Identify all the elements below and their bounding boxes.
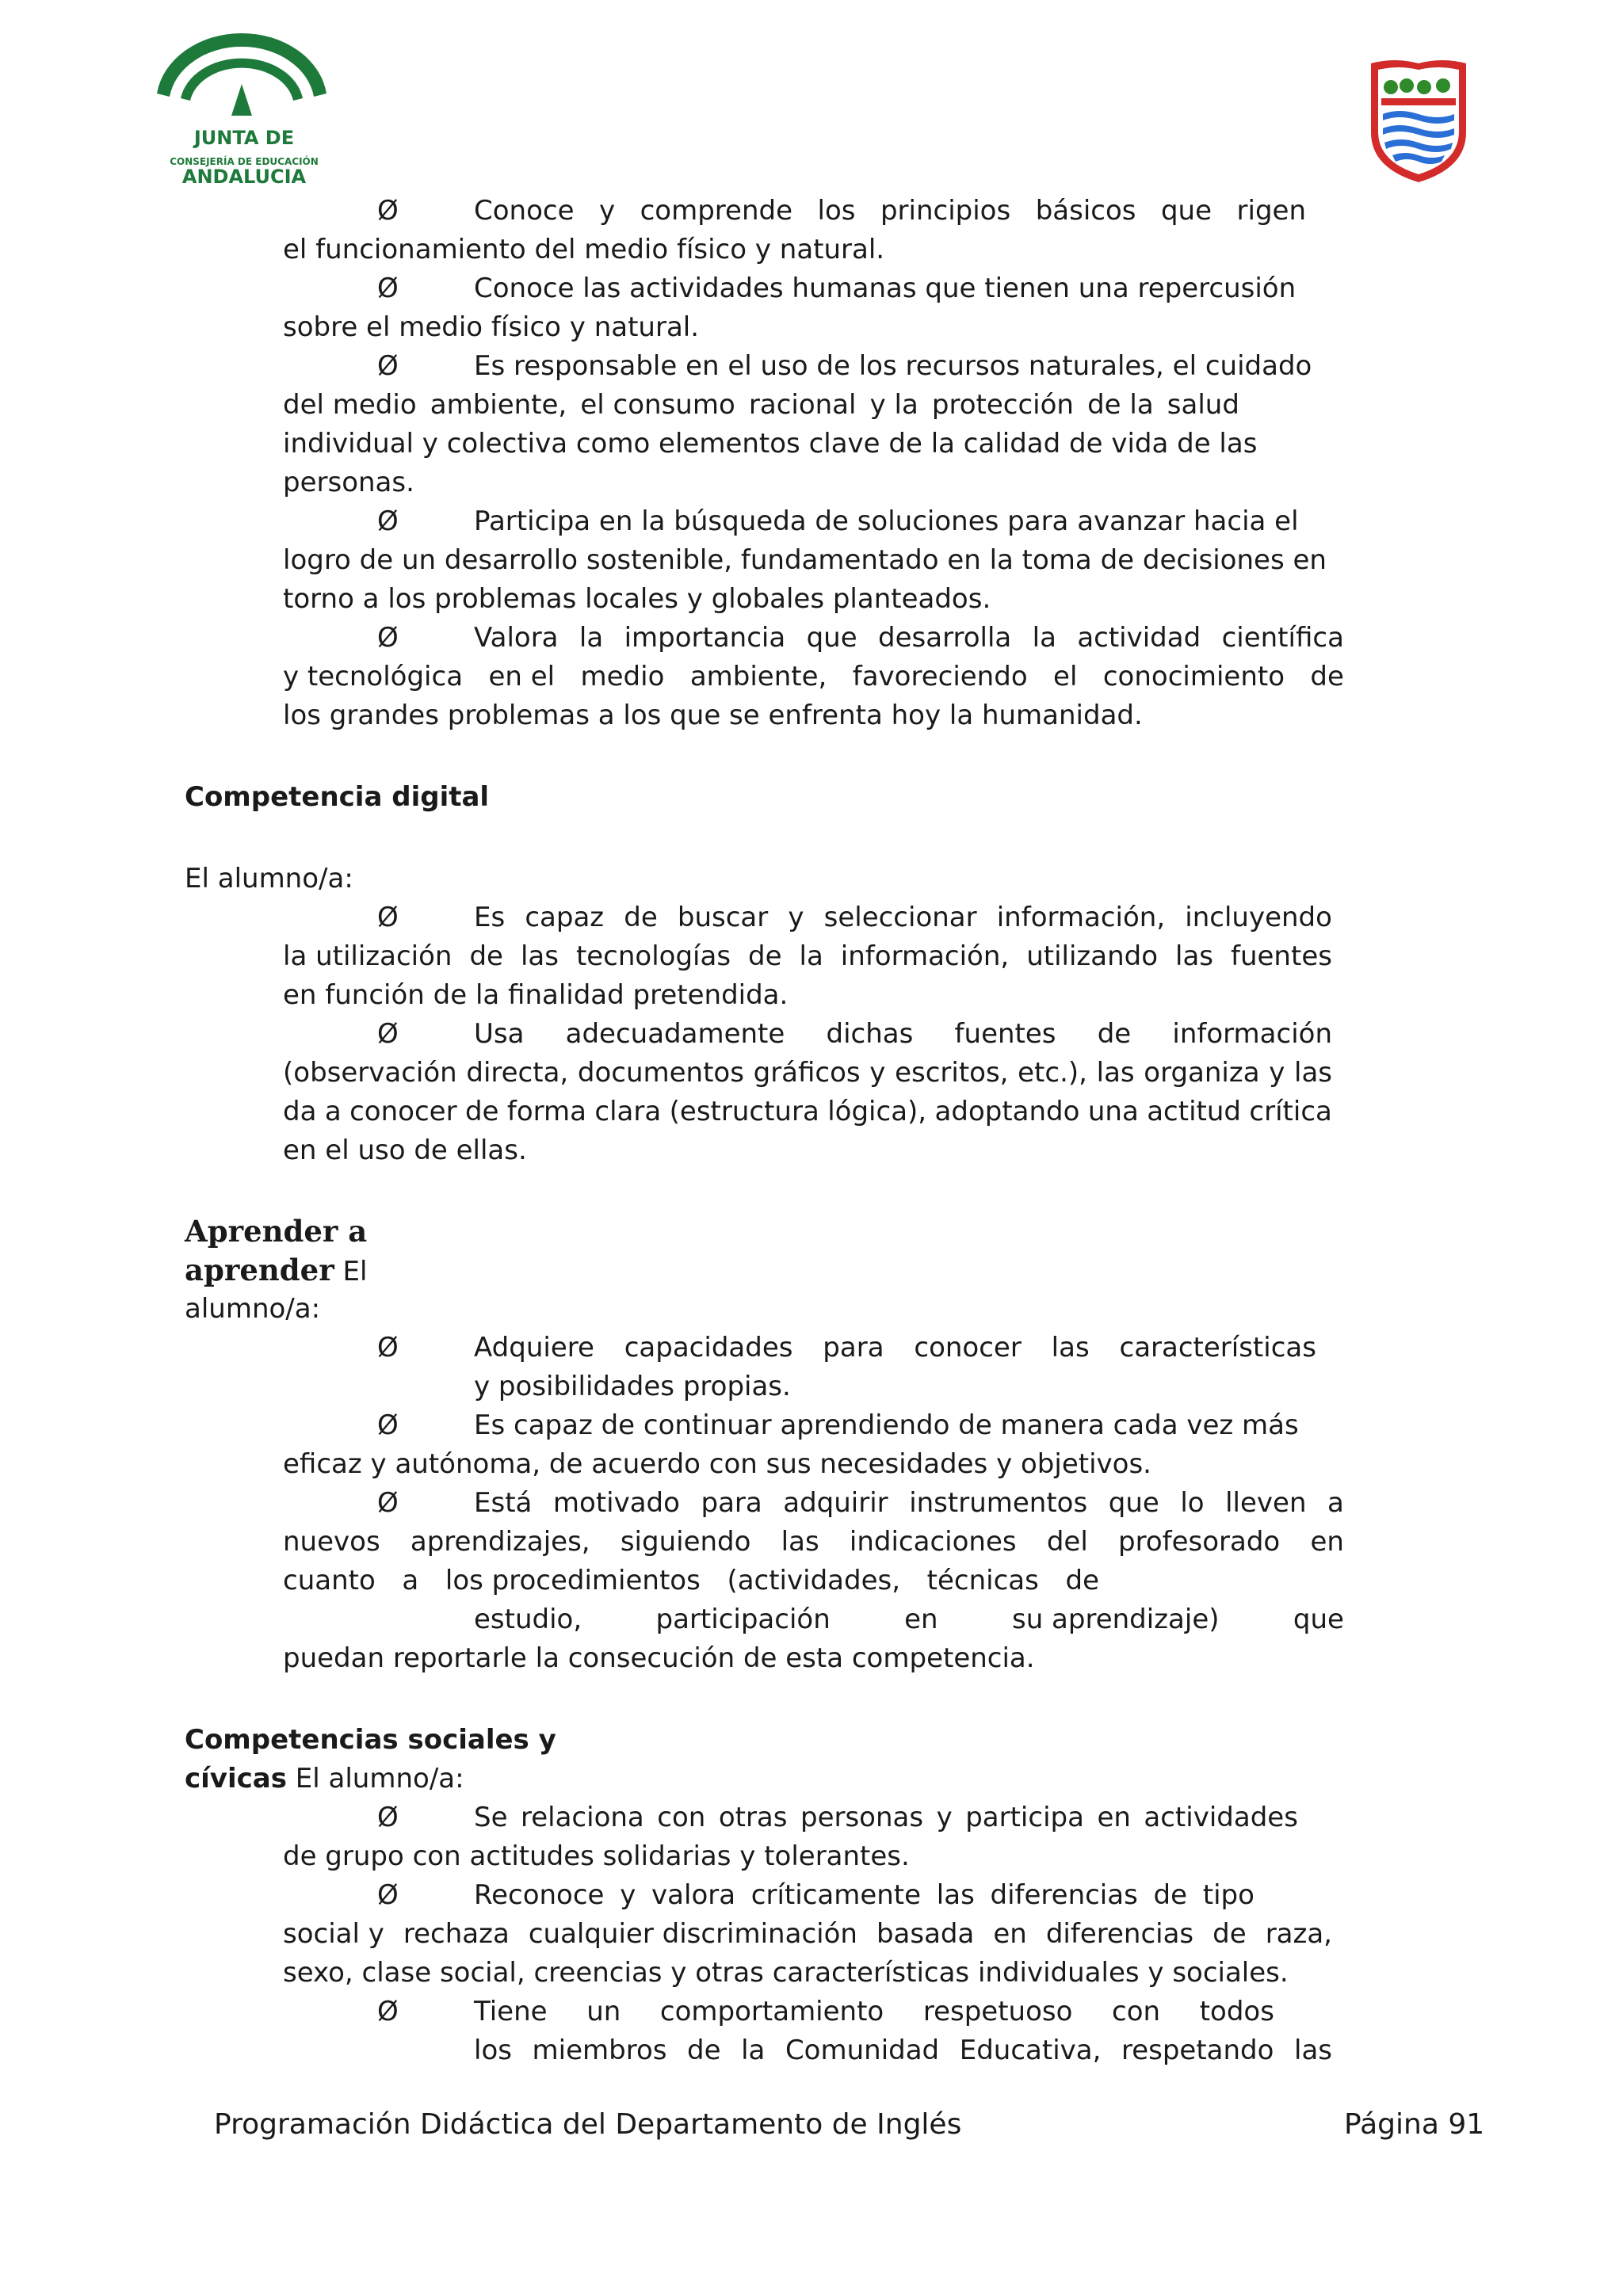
bullet-icon: Ø (377, 1879, 399, 1911)
section-heading-sociales-line2 (185, 1760, 464, 1798)
word: fuentes (1231, 940, 1332, 972)
word: y (869, 1057, 886, 1089)
word: la (579, 622, 604, 654)
word: racional (748, 389, 857, 421)
s3-b3-line1 (474, 1484, 1344, 1523)
s2-b2-line4: en el uso de ellas. (283, 1135, 527, 1166)
word: rechaza (403, 1918, 510, 1950)
section-heading-aprender-a: Aprender a (185, 1214, 368, 1249)
s3-b3-line2 (283, 1523, 1344, 1562)
bullet-icon: Ø (377, 1487, 399, 1519)
word: aprendizajes, (410, 1526, 590, 1558)
word: de (1153, 1879, 1188, 1911)
word: lógica), (827, 1096, 927, 1127)
word: valora (651, 1879, 736, 1911)
word: Reconoce (474, 1879, 605, 1911)
s4-b2-line3: sexo, clase social, creencias y otras características individuales y sociales. (283, 1957, 1289, 1989)
word: y (620, 1879, 636, 1911)
word: las (781, 1526, 819, 1558)
word: adecuadamente (565, 1018, 785, 1050)
s3-b1-line1 (474, 1329, 1316, 1367)
word: que (806, 622, 857, 654)
word: personas (800, 1802, 924, 1833)
word: respetando (1121, 2035, 1274, 2066)
word: estudio, (474, 1604, 582, 1635)
s1-b1-line2: el funcionamiento del medio físico y natural. (283, 234, 885, 265)
word: información, (840, 940, 1010, 972)
word: medio (580, 661, 665, 692)
word: las (520, 940, 559, 972)
bullet-icon: Ø (377, 1409, 399, 1441)
section-intro: El alumno/a: (286, 1763, 464, 1794)
word: que (1160, 195, 1212, 227)
word: organiza (1144, 1057, 1260, 1089)
bullet-icon: Ø (377, 1332, 399, 1363)
word: en (993, 1918, 1027, 1950)
word: que (1108, 1487, 1159, 1519)
bullet-icon: Ø (377, 350, 399, 382)
word: rigen (1236, 195, 1306, 227)
s1-b4-line3: torno a los problemas locales y globales planteados. (283, 583, 991, 615)
word: comportamiento (659, 1996, 884, 2027)
word: protección (931, 389, 1074, 421)
word: actitud (1147, 1096, 1241, 1127)
word: (observación (283, 1057, 457, 1089)
word: miembros (532, 2035, 667, 2066)
word: críticamente (750, 1879, 922, 1911)
word: raza, (1265, 1918, 1332, 1950)
word: del (1046, 1526, 1088, 1558)
word: el (1053, 661, 1078, 692)
word: social y (283, 1918, 384, 1950)
s2-b2-line1 (474, 1015, 1332, 1054)
section-heading-aprender: aprender (185, 1253, 334, 1287)
word: características (1119, 1332, 1316, 1363)
word: adoptando (934, 1096, 1080, 1127)
word: de (1212, 1918, 1247, 1950)
word: en (904, 1604, 938, 1635)
word: y tecnológica (283, 661, 464, 692)
word: actividad (1077, 622, 1201, 654)
word: Adquiere (474, 1332, 594, 1363)
word: comprende (640, 195, 793, 227)
s3-b3-line5: puedan reportarle la consecución de esta competencia. (283, 1642, 1035, 1674)
word: de la (1087, 389, 1154, 421)
word: las (1294, 2035, 1332, 2066)
word: las (1175, 940, 1214, 972)
word: científica (1221, 622, 1344, 654)
word: Comunidad (785, 2035, 940, 2066)
school-crest (1367, 57, 1470, 184)
word: y la (869, 389, 918, 421)
s3-b3-line3 (283, 1562, 1099, 1600)
bullet-icon: Ø (377, 195, 399, 227)
s1-b5-line3: los grandes problemas a los que se enfrenta hoy la humanidad. (283, 700, 1143, 731)
word: una (1087, 1096, 1139, 1127)
s1-b2-line1: Conoce las actividades humanas que tienen una repercusión (474, 273, 1296, 304)
word: participa (965, 1802, 1084, 1833)
word: para (701, 1487, 762, 1519)
word: clara (594, 1096, 662, 1127)
word: relaciona (521, 1802, 644, 1833)
word: tipo (1202, 1879, 1254, 1911)
word: favoreciendo (852, 661, 1028, 692)
word: conocer (914, 1332, 1022, 1363)
word: principios (880, 195, 1011, 227)
word: profesorado (1118, 1526, 1281, 1558)
logo-subtitle: CONSEJERÍA DE EDUCACIÓN (170, 156, 319, 167)
word: da (283, 1096, 317, 1127)
word: motivado (552, 1487, 680, 1519)
word: (estructura (669, 1096, 819, 1127)
junta-andalucia-logo (151, 22, 333, 188)
word: y (936, 1802, 953, 1833)
bullet-icon: Ø (377, 505, 399, 537)
word: a (402, 1565, 419, 1596)
bullet-icon: Ø (377, 1802, 399, 1833)
word: y (599, 195, 616, 227)
junta-arc-icon (151, 22, 333, 121)
section-heading-civicas: cívicas (185, 1763, 287, 1794)
word: importancia (624, 622, 786, 654)
word: la (1032, 622, 1056, 654)
word: las (1294, 1057, 1332, 1089)
word: adquirir (783, 1487, 888, 1519)
word: Educativa, (959, 2035, 1102, 2066)
word: de (1065, 1565, 1099, 1596)
word: todos (1199, 1996, 1274, 2027)
word: conocer (349, 1096, 457, 1127)
bullet-icon: Ø (377, 1996, 399, 2027)
s2-b1-line2 (283, 937, 1332, 976)
heading-rest: El (334, 1256, 368, 1287)
s1-b3-line2 (283, 386, 1239, 425)
footer-title: Programación Didáctica del Departamento de Inglés (214, 2108, 962, 2141)
section-intro: El alumno/a: (185, 863, 353, 894)
word: con (657, 1802, 706, 1833)
s1-b4-line2: logro de un desarrollo sostenible, fundamentado en la toma de decisiones en (283, 544, 1327, 576)
word: escritos, (895, 1057, 1009, 1089)
bullet-icon: Ø (377, 273, 399, 304)
word: dichas (826, 1018, 914, 1050)
word: un (586, 1996, 621, 2027)
word: su aprendizaje) (1011, 1604, 1220, 1635)
word: participación (655, 1604, 831, 1635)
s3-b2-line2: eficaz y autónoma, de acuerdo con sus necesidades y objetivos. (283, 1448, 1151, 1480)
s4-b1-line1 (474, 1798, 1298, 1837)
word: instrumentos (909, 1487, 1088, 1519)
word: los procedimientos (445, 1565, 701, 1596)
word: el consumo (580, 389, 735, 421)
word: respetuoso (922, 1996, 1073, 2027)
word: fuentes (954, 1018, 1056, 1050)
word: en el (488, 661, 556, 692)
section-heading-sociales: Competencias sociales y (185, 1724, 556, 1756)
word: gráficos (753, 1057, 861, 1089)
word: las (1096, 1057, 1135, 1089)
s1-b5-line2 (283, 658, 1344, 696)
word: en (1310, 1526, 1344, 1558)
word: Conoce (474, 195, 575, 227)
s4-b2-line1 (474, 1876, 1254, 1915)
s1-b3-line4: personas. (283, 467, 414, 498)
s3-b1-line2: y posibilidades propias. (474, 1371, 791, 1402)
word: de (469, 940, 503, 972)
s4-b3-line2 (474, 2031, 1332, 2070)
section-intro: alumno/a: (185, 1293, 321, 1325)
s1-b5-line1 (474, 619, 1344, 658)
s3-b3-line4 (474, 1600, 1344, 1639)
word: capaz (525, 902, 605, 933)
word: Es (474, 902, 506, 933)
word: indicaciones (849, 1526, 1017, 1558)
word: la (741, 2035, 766, 2066)
section-heading-digital: Competencia digital (185, 781, 490, 813)
word: crítica (1249, 1096, 1332, 1127)
word: para (823, 1332, 884, 1363)
word: buscar (677, 902, 769, 933)
word: de (624, 902, 658, 933)
word: la (799, 940, 823, 972)
word: otras (718, 1802, 788, 1833)
word: Valora (474, 622, 559, 654)
word: la utilización (283, 940, 453, 972)
bullet-icon: Ø (377, 622, 399, 654)
word: documentos (577, 1057, 744, 1089)
word: salud (1167, 389, 1239, 421)
word: las (1051, 1332, 1090, 1363)
s3-b2-line1: Es capaz de continuar aprendiendo de manera cada vez más (474, 1409, 1299, 1441)
word: los (474, 2035, 512, 2066)
word: con (1112, 1996, 1161, 2027)
word: tecnologías (575, 940, 731, 972)
s4-b2-line2 (283, 1915, 1332, 1954)
word: de (464, 1096, 499, 1127)
word: cuanto (283, 1565, 376, 1596)
word: desarrolla (878, 622, 1012, 654)
s2-b2-line3 (283, 1093, 1332, 1131)
word: a (1327, 1487, 1344, 1519)
word: incluyendo (1185, 902, 1332, 933)
word: información, (996, 902, 1166, 933)
section-heading-aprender-line2 (185, 1251, 367, 1291)
word: directa, (466, 1057, 569, 1089)
word: lleven (1225, 1487, 1307, 1519)
word: lo (1180, 1487, 1205, 1519)
logo-title: JUNTA DE ANDALUCIA (181, 127, 307, 188)
word: seleccionar (823, 902, 977, 933)
word: de (687, 2035, 721, 2066)
word: ambiente, (689, 661, 827, 692)
word: Tiene (474, 1996, 548, 2027)
word: Se (474, 1802, 508, 1833)
s1-b2-line2: sobre el medio físico y natural. (283, 311, 700, 343)
word: basada (876, 1918, 975, 1950)
word: en (1097, 1802, 1131, 1833)
word: etc.), (1018, 1057, 1087, 1089)
word: técnicas (926, 1565, 1039, 1596)
word: Está (474, 1487, 533, 1519)
word: de (748, 940, 782, 972)
s2-b2-line2 (283, 1054, 1332, 1093)
word: actividades (1144, 1802, 1298, 1833)
word: siguiendo (620, 1526, 751, 1558)
word: a (324, 1096, 342, 1127)
s2-b1-line1 (474, 898, 1332, 937)
s4-b3-line1 (474, 1993, 1274, 2031)
word: forma (506, 1096, 586, 1127)
bullet-icon: Ø (377, 902, 399, 933)
s1-b3-line1: Es responsable en el uso de los recursos naturales, el cuidado (474, 350, 1312, 382)
word: utilizando (1026, 940, 1159, 972)
word: ambiente, (430, 389, 567, 421)
s1-b4-line1: Participa en la búsqueda de soluciones para avanzar hacia el (474, 505, 1299, 537)
word: de (1097, 1018, 1132, 1050)
shield-icon (1367, 57, 1470, 184)
word: información (1172, 1018, 1332, 1050)
word: conocimiento (1102, 661, 1285, 692)
word: (actividades, (727, 1565, 901, 1596)
s1-b3-line3: individual y colectiva como elementos clave de la calidad de vida de las (283, 428, 1258, 460)
word: nuevos (283, 1526, 380, 1558)
word: diferencias (1045, 1918, 1194, 1950)
footer-page-number: Página 91 (1344, 2108, 1485, 2141)
word: de (1310, 661, 1344, 692)
word: y (788, 902, 804, 933)
s2-b1-line3: en función de la finalidad pretendida. (283, 979, 789, 1011)
word: básicos (1035, 195, 1136, 227)
s4-b1-line2: de grupo con actitudes solidarias y tolerantes. (283, 1840, 910, 1872)
word: las (936, 1879, 975, 1911)
word: cualquier discriminación (528, 1918, 857, 1950)
bullet-icon: Ø (377, 1018, 399, 1050)
s1-b1-line1 (474, 192, 1306, 231)
word: del medio (283, 389, 417, 421)
word: diferencias (990, 1879, 1138, 1911)
word: capacidades (624, 1332, 793, 1363)
word: los (817, 195, 856, 227)
word: Usa (474, 1018, 525, 1050)
word: que (1293, 1604, 1344, 1635)
word: y (1269, 1057, 1285, 1089)
